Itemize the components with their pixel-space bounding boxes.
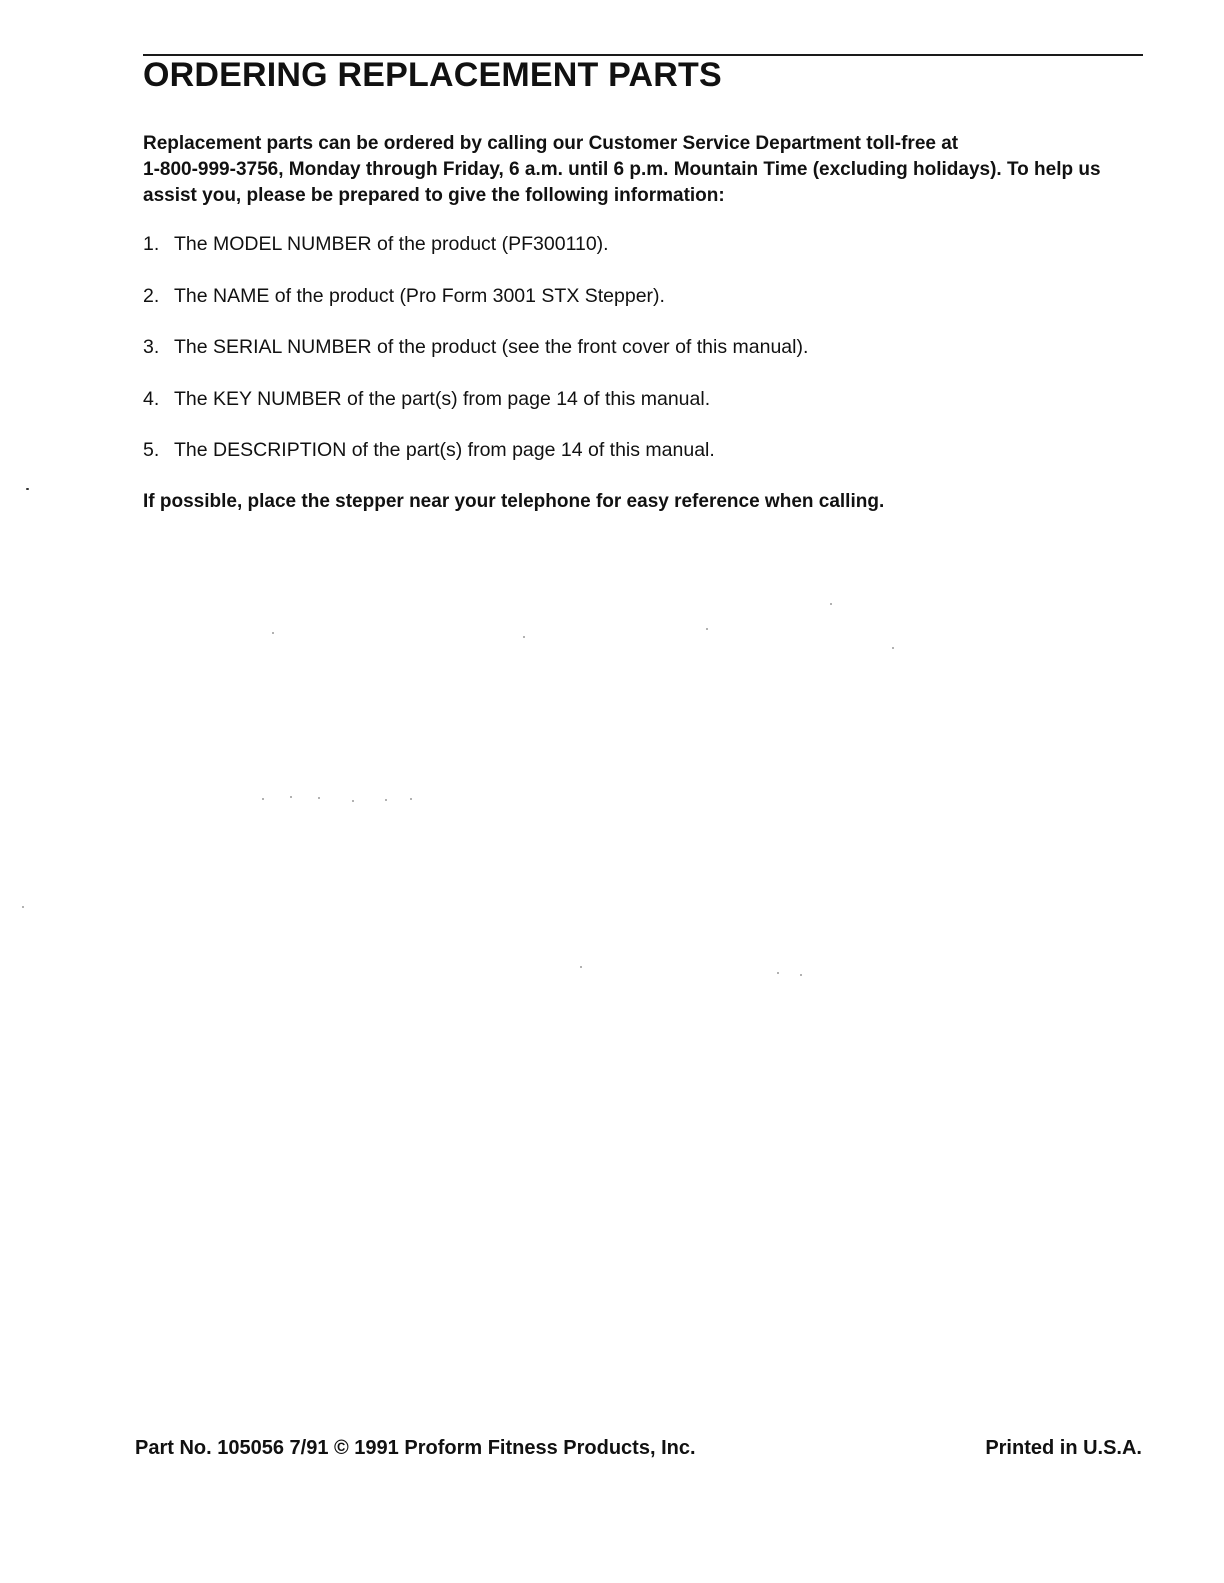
- scan-speck: [830, 603, 832, 605]
- list-item-text: The DESCRIPTION of the part(s) from page 14 of this manual.: [174, 439, 715, 461]
- intro-line-1: Replacement parts can be ordered by calling our Customer Service Department toll-free at: [143, 133, 959, 154]
- page-title: ORDERING REPLACEMENT PARTS: [143, 56, 722, 94]
- list-item-model-number: [143, 231, 808, 283]
- scan-speck: [290, 796, 292, 798]
- list-item-serial-number: [143, 334, 808, 386]
- list-item-description: [143, 437, 808, 489]
- list-item-text: The MODEL NUMBER of the product (PF300110).: [174, 233, 609, 255]
- scan-speck: [410, 798, 412, 800]
- part-number-copyright: Part No. 105056 7/91 © 1991 Proform Fitness Products, Inc.: [135, 1437, 696, 1459]
- list-item-product-name: [143, 283, 808, 335]
- scan-speck: [385, 799, 387, 801]
- list-item-number: 2.: [143, 284, 160, 307]
- customer-service-phone: 1-800-999-3756: [143, 159, 279, 180]
- list-item-text: The KEY NUMBER of the part(s) from page 14 of this manual.: [174, 387, 711, 410]
- scan-speck: [892, 647, 894, 649]
- intro-paragraph: [143, 131, 1133, 209]
- scan-speck: [777, 972, 779, 974]
- scan-speck: [262, 798, 264, 800]
- intro-line-2: , Monday through Friday, 6 a.m. until 6 p.m. Mountain Time (excluding holidays). To help us assist you, please be prepared to give the following information:: [143, 159, 1101, 206]
- printed-in-label: Printed in U.S.A.: [985, 1437, 1142, 1459]
- list-item-text: The NAME of the product (Pro Form 3001 STX Stepper).: [174, 284, 665, 307]
- list-item-number: 4.: [143, 387, 160, 410]
- scan-speck: [580, 966, 582, 968]
- list-item-text: The SERIAL NUMBER of the product (see the front cover of this manual).: [174, 336, 809, 358]
- list-item-number: 5.: [143, 439, 160, 461]
- scan-speck: [800, 974, 802, 976]
- information-list: [143, 231, 808, 489]
- list-item-number: 1.: [143, 233, 160, 255]
- closing-note: If possible, place the stepper near your telephone for easy reference when calling.: [143, 491, 885, 512]
- scan-speck: [706, 628, 708, 630]
- scan-speck: [523, 636, 525, 638]
- scan-speck: [352, 800, 354, 802]
- scan-speck: [22, 906, 24, 908]
- list-item-key-number: [143, 386, 808, 438]
- scan-speck: [318, 797, 320, 799]
- scan-speck: [272, 632, 274, 634]
- list-item-number: 3.: [143, 336, 160, 358]
- scan-speck: [26, 488, 29, 490]
